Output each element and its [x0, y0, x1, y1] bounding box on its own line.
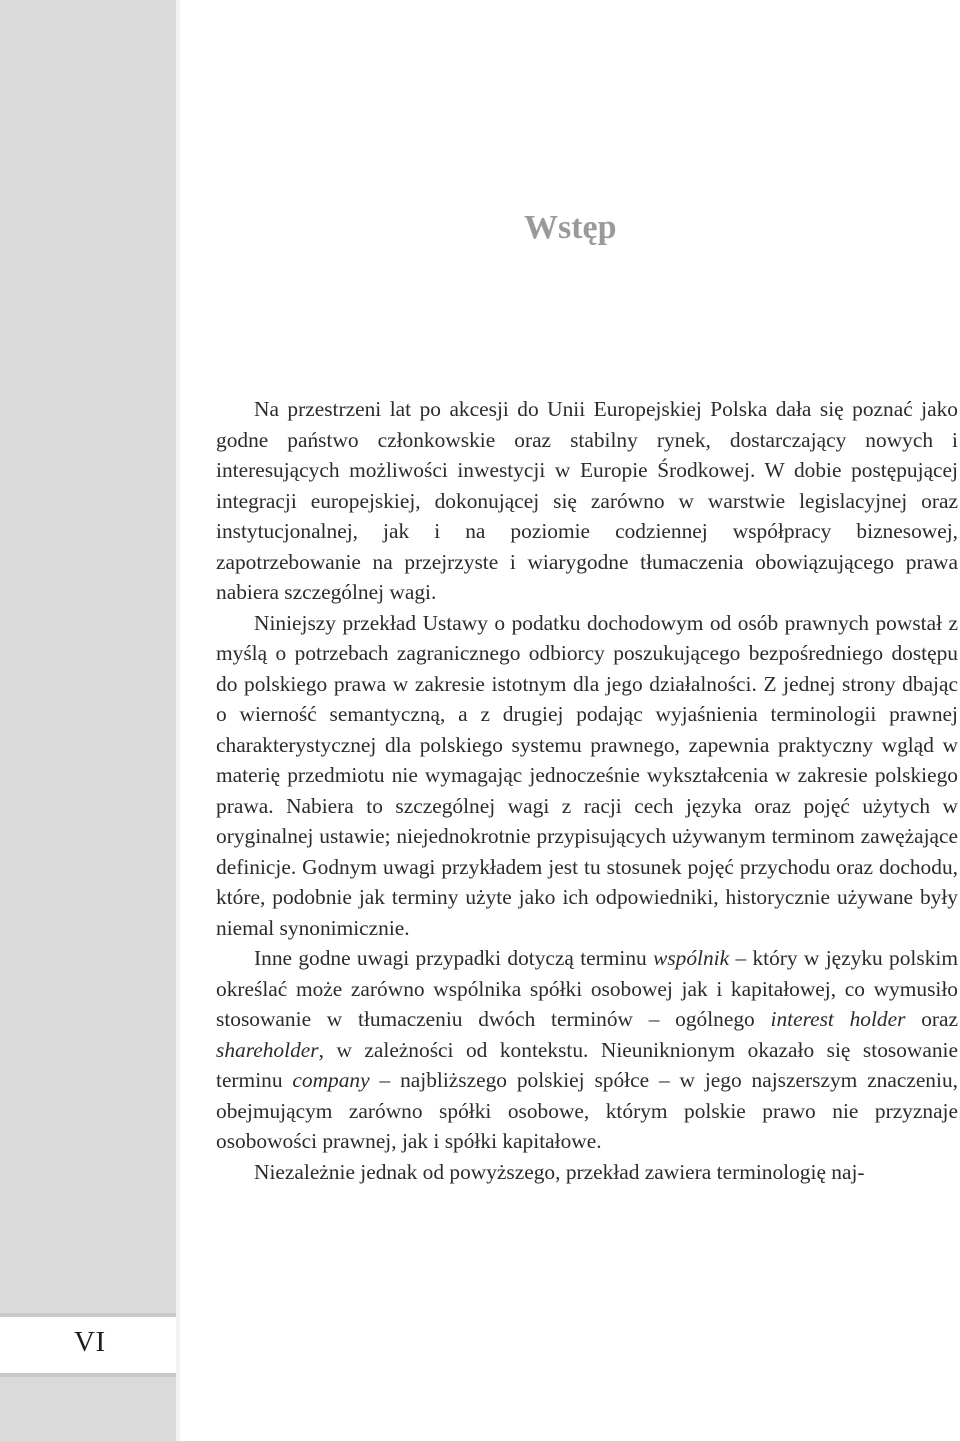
text-run: Niniejszy przekład Ustawy o podatku dochodowym od osób prawnych powstał z myślą o potrzebach zagranicznego odbiorcy poszukującego bezpośredniego dostępu do polskiego prawa w zakresie istotnym dla jego działalności. Z jednej strony dbając o wierność semantyczną, a z drugiej podając wyjaśnienia terminologii prawnej charakterystycznej dla polskiego systemu prawnego, zapewnia praktyczny wgląd w materię przedmiotu nie wymagając jednocześnie wykształcenia w zakresie polskiego prawa. Nabiera to szczególnej wagi z racji cech języka oraz pojęć użytych w oryginalnej ustawie; niejednokrotnie przypisujących używanym terminom zawężające definicje. Godnym uwagi przykładem jest tu stosunek pojęć przychodu oraz dochodu, które, podobnie jak terminy użyte jako ich odpowiedniki, historycznie używane były niemal synonimicznie.: [216, 610, 958, 940]
text-run: – najbliższego polskiej spółce – w jego najszerszym znaczeniu, obejmującym zarówno spółki osobowe, którym polskie prawo nie przyznaje osobowości prawnej, jak i spółki kapitałowe.: [216, 1068, 958, 1153]
text-run: Inne godne uwagi przypadki dotyczą terminu: [254, 946, 654, 970]
body-text: [216, 394, 958, 1187]
page-margin-band: [0, 0, 176, 1441]
margin-edge-shadow: [176, 0, 180, 1441]
paragraph: [216, 608, 958, 944]
paragraph: [216, 943, 958, 1157]
italic-term: shareholder: [216, 1037, 319, 1062]
page-number: VI: [74, 1326, 106, 1358]
italic-term: interest holder: [770, 1007, 906, 1031]
text-run: Na przestrzeni lat po akcesji do Unii Europejskiej Polska dała się poznać jako godne państwo członkowskie oraz stabilny rynek, dostarczający nowych i interesujących możliwości inwestycji w Europie Środkowej. W dobie postępującej integracji europejskiej, dokonującej się zarówno w warstwie legislacyjnej oraz instytucjonalnej, jak i na poziomie codziennej współpracy biznesowej, zapotrzebowanie na przejrzyste i wiarygodne tłumaczenia obowiązującego prawa nabiera szczególnej wagi.: [216, 397, 958, 604]
paragraph: [216, 394, 958, 608]
text-run: oraz: [905, 1007, 958, 1031]
paragraph: [216, 1157, 958, 1188]
chapter-title: Wstęp: [524, 209, 617, 246]
text-run: – który w języku polskim określać może zarówno wspólnika spółki osobowej jak i kapitałowej, co wymusiło stosowanie w tłumaczeniu dwóch terminów – ogólnego: [216, 946, 958, 1031]
text-run: , w zależności od kontekstu. Nieuniknionym okazało się stosowanie terminu: [216, 1037, 958, 1092]
text-run: Niezależnie jednak od powyższego, przekład zawiera terminologię naj-: [254, 1159, 865, 1184]
italic-term: wspólnik: [653, 946, 730, 970]
italic-term: company: [292, 1068, 370, 1092]
